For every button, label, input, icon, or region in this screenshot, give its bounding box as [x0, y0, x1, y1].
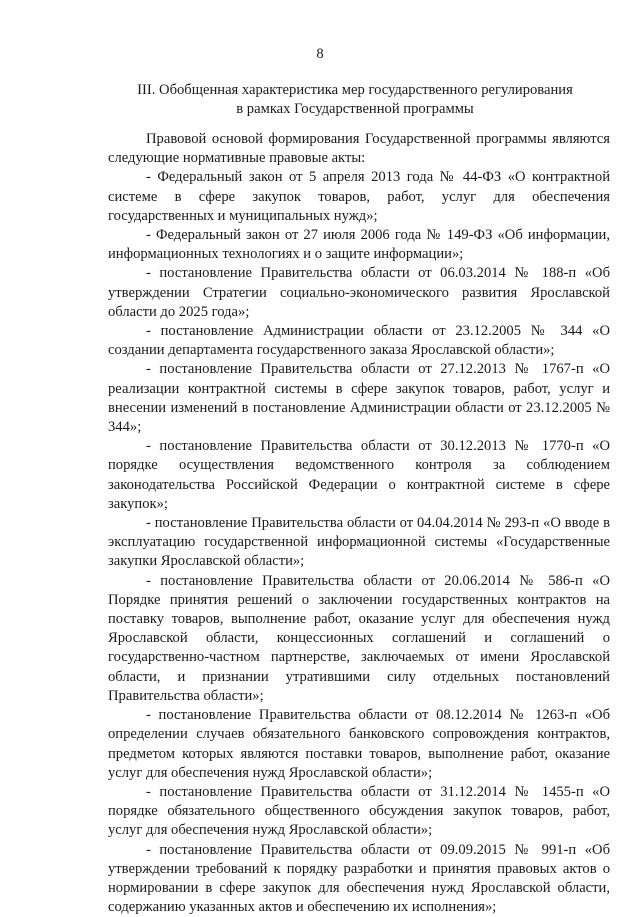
legal-act-item: - постановление Правительства области от 27.12.2013 № 1767-п «О реализации контрактной системы в сфере закупок товаров, работ, услуг и внесении изменений в постановление Администрации области от 23.12.2005 № 344»; — [108, 361, 610, 436]
legal-act-item: - постановление Правительства области от 09.09.2015 № 991-п «Об утверждении требований к порядку разработки и принятия правовых актов о нормировании в сфере закупок для обеспечения нужд Ярославской области, содержанию указанных актов и обеспечению их исполнения»; — [108, 841, 610, 916]
section-heading-line-1: III. Обобщенная характеристика мер государственного регулирования — [137, 82, 573, 98]
document-body — [108, 130, 610, 917]
page-number: 8 — [316, 46, 324, 62]
legal-act-item: - постановление Администрации области от 23.12.2005 № 344 «О создании департамента государственного заказа Ярославской области»; — [108, 323, 610, 359]
legal-act-item: - постановление Правительства области от 30.12.2013 № 1770-п «О порядке осуществления ведомственного контроля за соблюдением законодательства Российской Федерации о контрактной системе в сфере закупок»; — [108, 438, 610, 512]
section-heading — [100, 81, 610, 119]
legal-act-item: - постановление Правительства области от 20.06.2014 № 586-п «О Порядке принятия решений о заключении государственных контрактов на поставку товаров, выполнение работ, оказание услуг для обеспечения нужд Ярославской области, концессионных соглашений и соглашений о государственно-частном партнерстве, заключаемых от имени Ярославской области, и признании утратившими силу отдельных постановлений Правительства области»; — [108, 572, 610, 704]
legal-act-item: - постановление Правительства области от 31.12.2014 № 1455-п «О порядке обязательного общественного обсуждения закупок товаров, работ, услуг для обеспечения нужд Ярославской области»; — [108, 783, 610, 839]
legal-act-item: - Федеральный закон от 5 апреля 2013 года № 44-ФЗ «О контрактной системе в сфере закупок товаров, работ, услуг для обеспечения государственных и муниципальных нужд»; — [108, 169, 610, 224]
section-heading-line-2: в рамках Государственной программы — [236, 101, 474, 118]
legal-act-item: - постановление Правительства области от 06.03.2014 № 188-п «Об утверждении Стратегии социально-экономического развития Ярославской области до 2025 года»; — [108, 265, 610, 320]
legal-act-item: - Федеральный закон от 27 июля 2006 года № 149-ФЗ «Об информации, информационных технологиях и о защите информации»; — [108, 227, 610, 263]
legal-act-item: - постановление Правительства области от 04.04.2014 № 293-п «О вводе в эксплуатацию государственной информационной системы «Государственные закупки Ярославской области»; — [108, 515, 610, 570]
intro-paragraph: Правовой основой формирования Государственной программы являются следующие нормативные правовые акты: — [108, 131, 610, 167]
legal-act-item: - постановление Правительства области от 08.12.2014 № 1263-п «Об определении случаев обязательного банковского сопровождения контрактов, предметом которых являются поставки товаров, выполнение работ, оказание услуг для обеспечения нужд Ярославской области»; — [108, 707, 610, 781]
